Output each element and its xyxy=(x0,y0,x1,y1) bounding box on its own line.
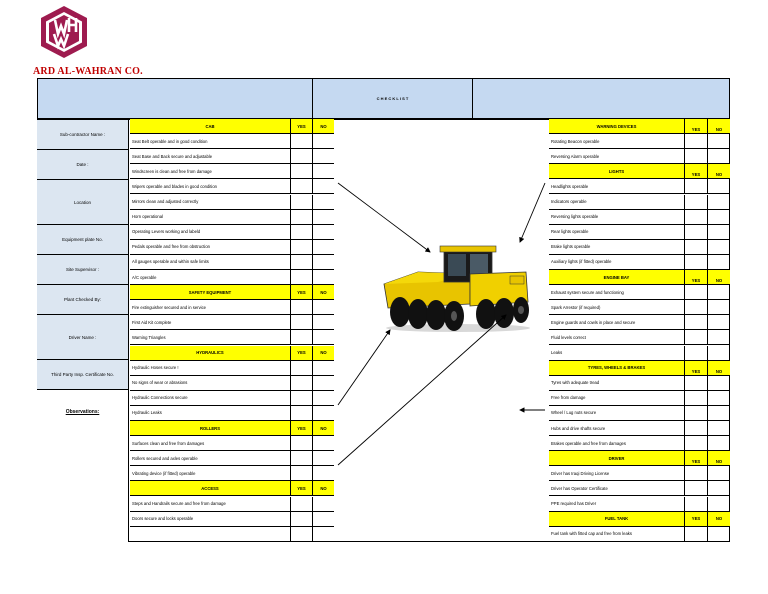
no-checkbox[interactable] xyxy=(312,300,334,314)
section-header xyxy=(130,481,334,496)
yes-checkbox[interactable] xyxy=(684,179,707,193)
yes-column-header: YES xyxy=(290,119,312,133)
checklist-item-label: Brake lights operable xyxy=(551,244,591,250)
company-name: ARD AL-WAHRAN CO. xyxy=(33,66,143,77)
section-title: ACCESS xyxy=(201,485,219,491)
checklist-item-label: First Aid Kit complete xyxy=(132,319,172,325)
section-header xyxy=(130,421,334,436)
yes-checkbox[interactable] xyxy=(684,346,707,360)
checklist-item-label: Pedals operable and free from obstruction xyxy=(132,244,210,250)
yes-checkbox[interactable] xyxy=(684,210,707,224)
section-title: TYRES, WHEELS & BRAKES xyxy=(587,365,646,371)
no-column-header: NO xyxy=(312,285,334,299)
no-checkbox[interactable] xyxy=(312,497,334,511)
no-checkbox[interactable] xyxy=(312,361,334,375)
checklist-row xyxy=(130,270,334,285)
checklist-row xyxy=(130,134,334,149)
yes-checkbox[interactable] xyxy=(290,225,312,239)
yes-checkbox[interactable] xyxy=(684,240,707,254)
yes-checkbox[interactable] xyxy=(684,466,707,480)
no-checkbox[interactable] xyxy=(312,164,334,178)
yes-checkbox[interactable] xyxy=(290,315,312,329)
checklist-row xyxy=(549,225,730,240)
checklist-header xyxy=(37,78,730,119)
yes-checkbox[interactable] xyxy=(684,134,707,148)
checklist-item-label: No signs of wear or abrasions xyxy=(132,380,188,386)
no-checkbox[interactable] xyxy=(707,346,730,360)
checklist-item-label: Fire extinguisher secured and in service xyxy=(132,304,207,310)
section-header xyxy=(549,164,730,179)
yes-checkbox[interactable] xyxy=(290,330,312,344)
checklist-item-label: Reversing Alarm operable xyxy=(551,153,600,159)
checklist-item-label: Wipers operable and blades in good condition xyxy=(132,183,217,189)
info-label-4: Site Supervisor : xyxy=(37,254,129,284)
checklist-item-label: Leaks xyxy=(551,350,563,356)
yes-checkbox[interactable] xyxy=(290,512,312,526)
yes-checkbox[interactable] xyxy=(290,466,312,480)
yes-checkbox[interactable] xyxy=(290,527,312,541)
checklist-item-label: Brakes operable and free from damages xyxy=(551,440,626,446)
checklist-row xyxy=(130,497,334,512)
yes-checkbox[interactable] xyxy=(684,527,707,541)
section-title: FUEL TANK xyxy=(604,516,629,522)
checklist-item-label: Operating Levers working and labeld xyxy=(132,229,201,235)
checklist-item-label: Headlights operable xyxy=(551,183,589,189)
checklist-item-label: Warning Triangles xyxy=(132,334,166,340)
section-title: ENGINE BAY xyxy=(603,274,630,280)
checklist-title: C H E C K L I S T xyxy=(313,79,473,118)
checklist-row xyxy=(130,406,334,421)
checklist-row xyxy=(130,255,334,270)
checklist-item-label: Fluid levels correct xyxy=(551,334,586,340)
checklist-row xyxy=(549,255,730,270)
yes-checkbox[interactable] xyxy=(290,391,312,405)
yes-checkbox[interactable] xyxy=(684,330,707,344)
checklist-row xyxy=(549,376,730,391)
yes-checkbox[interactable] xyxy=(290,149,312,163)
no-checkbox[interactable] xyxy=(707,406,730,420)
no-checkbox[interactable] xyxy=(707,376,730,390)
section-title: DRIVER xyxy=(608,455,625,461)
checklist-item-label: All gauges operable and within safe limits xyxy=(132,259,209,265)
yes-checkbox[interactable] xyxy=(290,361,312,375)
no-checkbox[interactable] xyxy=(707,315,730,329)
checklist-row xyxy=(549,406,730,421)
section-header xyxy=(549,361,730,376)
yes-checkbox[interactable] xyxy=(290,240,312,254)
no-checkbox[interactable] xyxy=(312,315,334,329)
info-label-7: Third Party Insp. Certificate No. xyxy=(37,359,129,389)
section-header xyxy=(549,119,730,134)
checklist-item-label: Hubs and drive shafts secure xyxy=(551,425,606,431)
no-checkbox[interactable] xyxy=(707,330,730,344)
info-label-8: Observations: xyxy=(37,389,129,434)
checklist-row xyxy=(549,436,730,451)
checklist-item-label: Doors secure and locks operable xyxy=(132,516,194,522)
checklist-row xyxy=(130,164,334,179)
section-title: CAB xyxy=(205,123,215,129)
checklist-row xyxy=(549,315,730,330)
no-checkbox[interactable] xyxy=(312,134,334,148)
checklist-item-label: Rear lights operable xyxy=(551,229,589,235)
yes-checkbox[interactable] xyxy=(290,406,312,420)
no-checkbox[interactable] xyxy=(312,406,334,420)
yes-column-header: YES xyxy=(290,481,312,495)
section-header xyxy=(130,346,334,361)
yes-checkbox[interactable] xyxy=(684,300,707,314)
yes-checkbox[interactable] xyxy=(684,315,707,329)
no-checkbox[interactable] xyxy=(707,149,730,163)
yes-column-header: YES xyxy=(684,361,707,375)
yes-checkbox[interactable] xyxy=(684,195,707,209)
checklist-row xyxy=(130,210,334,225)
section-title: WARNING DEVICES xyxy=(596,123,637,129)
no-checkbox[interactable] xyxy=(707,466,730,480)
checklist-row xyxy=(549,195,730,210)
info-label-0: Sub-contractor Name : xyxy=(37,119,129,149)
no-checkbox[interactable] xyxy=(707,210,730,224)
no-checkbox[interactable] xyxy=(707,255,730,269)
checklist-row xyxy=(130,179,334,194)
checklist-item-label: PPE required has Driver xyxy=(551,501,597,507)
no-checkbox[interactable] xyxy=(312,255,334,269)
checklist-item-label: Vibrating device (if fitted) operable xyxy=(132,470,196,476)
info-label-3: Equipment plate No. xyxy=(37,224,129,254)
no-column-header: NO xyxy=(707,512,730,526)
checklist-row xyxy=(549,179,730,194)
no-checkbox[interactable] xyxy=(707,497,730,511)
info-label-6: Driver Name : xyxy=(37,314,129,359)
yes-checkbox[interactable] xyxy=(290,179,312,193)
no-checkbox[interactable] xyxy=(312,225,334,239)
yes-checkbox[interactable] xyxy=(684,149,707,163)
section-header xyxy=(549,451,730,466)
checklist-row xyxy=(130,300,334,315)
checklist-item-label: Reversing lights operable xyxy=(551,214,599,220)
no-column-header: NO xyxy=(312,119,334,133)
checklist-item-label: Fuel tank with fitted cap and free from leaks xyxy=(551,531,632,537)
no-checkbox[interactable] xyxy=(312,512,334,526)
no-checkbox[interactable] xyxy=(707,421,730,435)
yes-checkbox[interactable] xyxy=(684,391,707,405)
company-logo xyxy=(36,4,92,60)
yes-checkbox[interactable] xyxy=(684,436,707,450)
no-checkbox[interactable] xyxy=(312,466,334,480)
checklist-row xyxy=(130,376,334,391)
checklist-item-label: Windscreen is clean and free from damage xyxy=(132,168,212,174)
checklist-row xyxy=(130,149,334,164)
yes-column-header: YES xyxy=(290,421,312,435)
yes-checkbox[interactable] xyxy=(684,376,707,390)
yes-column-header: YES xyxy=(290,346,312,360)
yes-column-header: YES xyxy=(684,270,707,284)
no-checkbox[interactable] xyxy=(707,300,730,314)
no-column-header: NO xyxy=(707,451,730,465)
yes-column-header: YES xyxy=(684,512,707,526)
section-header xyxy=(130,119,334,134)
checklist-item-label: A/C operable xyxy=(132,274,157,280)
checklist-item-label: Mirrors clean and adjusted correctly xyxy=(132,199,199,205)
yes-checkbox[interactable] xyxy=(684,481,707,495)
info-label-9 xyxy=(37,434,129,542)
yes-checkbox[interactable] xyxy=(290,376,312,390)
checklist-row xyxy=(130,240,334,255)
checklist-item-label: Hydraulic Connections secure xyxy=(132,395,188,401)
checklist-item-label: Spark Arrestor (if required) xyxy=(551,304,601,310)
no-checkbox[interactable] xyxy=(312,240,334,254)
checklist-item-label: Hydraulic Leaks xyxy=(132,410,162,416)
no-column-header: NO xyxy=(707,119,730,133)
checklist-row xyxy=(130,451,334,466)
section-header xyxy=(549,270,730,285)
yes-checkbox[interactable] xyxy=(684,285,707,299)
yes-checkbox[interactable] xyxy=(290,195,312,209)
checklist-row xyxy=(130,361,334,376)
checklist-item-label: Tyres with adequate tread xyxy=(551,380,600,386)
section-title: HYDRAULICS xyxy=(196,350,224,356)
yes-checkbox[interactable] xyxy=(290,164,312,178)
yes-column-header: YES xyxy=(290,285,312,299)
yes-column-header: YES xyxy=(684,119,707,133)
checklist-row xyxy=(130,527,334,542)
checklist-row xyxy=(549,134,730,149)
no-column-header: NO xyxy=(707,164,730,178)
yes-checkbox[interactable] xyxy=(290,270,312,284)
no-column-header: NO xyxy=(707,361,730,375)
no-column-header: NO xyxy=(312,346,334,360)
section-header xyxy=(130,285,334,300)
checklist-row xyxy=(130,330,334,345)
no-checkbox[interactable] xyxy=(312,195,334,209)
checklist-row xyxy=(130,466,334,481)
checklist-item-label: Hydraulic Hoses secure ! xyxy=(132,365,179,371)
checklist-item-label: Steps and Handrails secure and free from damage xyxy=(132,501,226,507)
no-checkbox[interactable] xyxy=(312,149,334,163)
checklist-item-label: Indicators operable xyxy=(551,199,587,205)
info-label-2: Location xyxy=(37,179,129,224)
no-checkbox[interactable] xyxy=(707,527,730,541)
checklist-item-label: Seat Base and Back secure and adjustable xyxy=(132,153,213,159)
checklist-row xyxy=(549,497,730,512)
no-checkbox[interactable] xyxy=(312,391,334,405)
no-column-header: NO xyxy=(312,421,334,435)
checklist-row xyxy=(549,527,730,542)
header-left-cell xyxy=(38,79,313,118)
checklist-item-label: Driver has Operator Certificate xyxy=(551,485,608,491)
checklist-row xyxy=(130,512,334,527)
checklist-row xyxy=(549,391,730,406)
checklist-row xyxy=(130,391,334,406)
no-checkbox[interactable] xyxy=(707,195,730,209)
yes-checkbox[interactable] xyxy=(290,497,312,511)
no-checkbox[interactable] xyxy=(312,330,334,344)
yes-checkbox[interactable] xyxy=(290,134,312,148)
section-title: ROLLERS xyxy=(199,425,220,431)
checklist-row xyxy=(130,225,334,240)
no-checkbox[interactable] xyxy=(312,451,334,465)
checklist-row xyxy=(549,466,730,481)
checklist-row xyxy=(549,300,730,315)
checklist-row xyxy=(549,346,730,361)
checklist-row xyxy=(130,195,334,210)
checklist-row xyxy=(549,330,730,345)
yes-column-header: YES xyxy=(684,451,707,465)
info-label-5: Plant Checked By: xyxy=(37,284,129,314)
checklist-row xyxy=(549,149,730,164)
yes-checkbox[interactable] xyxy=(290,300,312,314)
yes-checkbox[interactable] xyxy=(684,497,707,511)
no-checkbox[interactable] xyxy=(707,134,730,148)
no-checkbox[interactable] xyxy=(312,527,334,541)
checklist-item-label: Rollers secured and axles operable xyxy=(132,455,198,461)
yes-checkbox[interactable] xyxy=(290,210,312,224)
section-title: SAFETY EQUIPMENT xyxy=(188,289,232,295)
yes-checkbox[interactable] xyxy=(684,421,707,435)
info-label-1: Date : xyxy=(37,149,129,179)
checklist-row xyxy=(549,481,730,496)
yes-column-header: YES xyxy=(684,164,707,178)
checklist-item-label: Driver has Iraqi Driving License xyxy=(551,470,610,476)
section-header xyxy=(549,512,730,527)
yes-checkbox[interactable] xyxy=(290,436,312,450)
checklist-row xyxy=(549,421,730,436)
no-checkbox[interactable] xyxy=(707,240,730,254)
checklist-row xyxy=(130,315,334,330)
checklist-row xyxy=(549,210,730,225)
no-column-header: NO xyxy=(707,270,730,284)
no-checkbox[interactable] xyxy=(312,436,334,450)
checklist-item-label: Free from damage xyxy=(551,395,586,401)
no-checkbox[interactable] xyxy=(707,481,730,495)
checklist-item-label: Engine guards and cowls in place and secure xyxy=(551,319,636,325)
no-checkbox[interactable] xyxy=(707,436,730,450)
checklist-item-label: Surfaces clean and free from damages xyxy=(132,440,205,446)
no-checkbox[interactable] xyxy=(312,210,334,224)
no-checkbox[interactable] xyxy=(312,376,334,390)
pneumatic-roller-image xyxy=(378,244,536,332)
yes-checkbox[interactable] xyxy=(290,451,312,465)
no-checkbox[interactable] xyxy=(312,179,334,193)
yes-checkbox[interactable] xyxy=(290,255,312,269)
yes-checkbox[interactable] xyxy=(684,255,707,269)
section-title: LIGHTS xyxy=(608,168,625,174)
no-checkbox[interactable] xyxy=(707,225,730,239)
no-checkbox[interactable] xyxy=(312,270,334,284)
checklist-item-label: Seat Belt operable and in good condition xyxy=(132,138,208,144)
checklist-item-label: Rotating Beacon operable xyxy=(551,138,600,144)
checklist-row xyxy=(549,285,730,300)
checklist-item-label: Horn operational xyxy=(132,214,163,220)
checklist-item-label: Wheel / Lug nuts secure xyxy=(551,410,597,416)
yes-checkbox[interactable] xyxy=(684,225,707,239)
no-checkbox[interactable] xyxy=(707,391,730,405)
checklist-item-label: Auxiliary lights (if fitted) operable xyxy=(551,259,612,265)
no-checkbox[interactable] xyxy=(707,179,730,193)
checklist-row xyxy=(130,436,334,451)
yes-checkbox[interactable] xyxy=(684,406,707,420)
checklist-row xyxy=(549,240,730,255)
no-column-header: NO xyxy=(312,481,334,495)
no-checkbox[interactable] xyxy=(707,285,730,299)
checklist-item-label: Exhaust system secure and functioning xyxy=(551,289,624,295)
